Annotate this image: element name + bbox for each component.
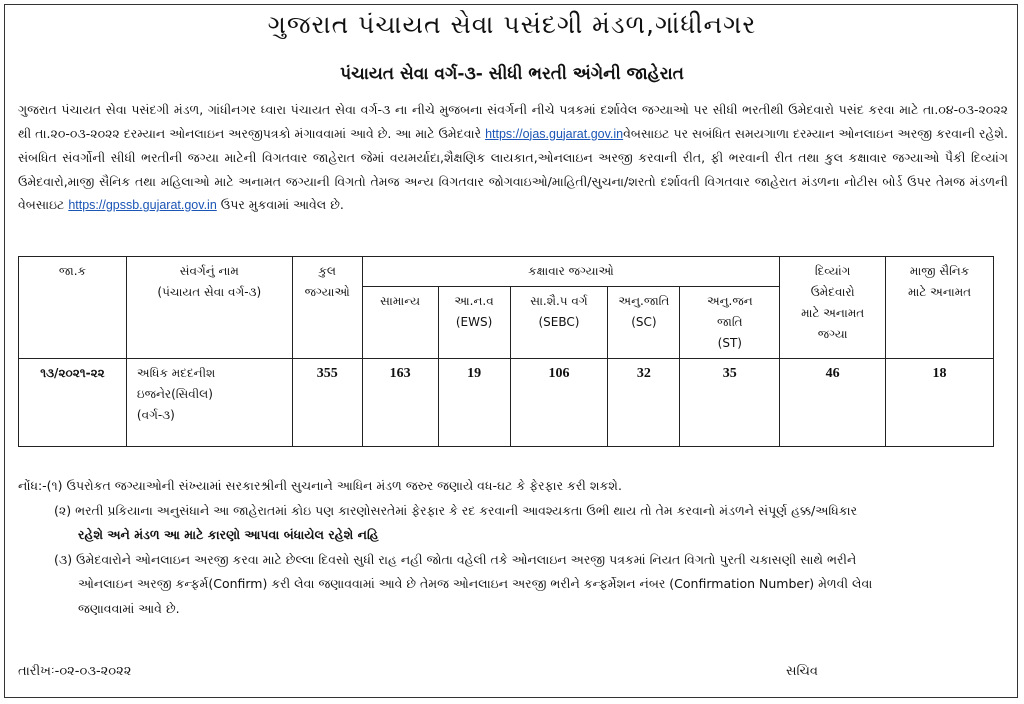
issue-date: તારીખઃ-૦૨-૦૩-૨૦૨૨ [18,664,132,679]
cell-sc: 32 [608,359,680,447]
vacancy-table [18,256,994,447]
header-cadre: સંવર્ગનું નામ (પંચાયત સેવા વર્ગ-૩) [126,257,292,359]
cell-cadre: અધિક મદદનીશ ઇજનેર(સિવીલ) (વર્ગ-૩) [126,359,292,447]
table-header-row [19,257,994,287]
cell-st: 35 [680,359,780,447]
header-ex-serviceman: માજી સૈનિક માટે અનામત [886,257,994,359]
cell-sebc: 106 [510,359,608,447]
signatory: સચિવ [786,664,818,679]
header-ews: આ.ન.વ (EWS) [438,287,510,359]
cell-ex-serviceman: 18 [886,359,994,447]
note-3-continued: ઓનલાઇન અરજી કન્ફર્મ(Confirm) કરી લેવા જણાવવામાં આવે છે તેમજ ઓનલાઇન અરજી ભરીને કન્ફર્મેશન નંબર (Confirmation Number) મેળવી લેવા [78,576,873,591]
header-st: અનુ.જન જાતિ (ST) [680,287,780,359]
page-title: ગુજરાત પંચાયત સેવા પસંદગી મંડળ,ગાંધીનગર [267,10,757,39]
cell-ews: 19 [438,359,510,447]
table-row [19,359,994,447]
header-disabled: દિવ્યાંગ ઉમેદવારો માટે અનામત જગ્યા [780,257,886,359]
header-general: સામાન્ય [362,287,438,359]
note-2-continued: રહેશે અને મંડળ આ માટે કારણો આપવા બંધાયેલ રહેશે નહિ [78,527,379,542]
note-3: (૩) ઉમેદવારોને ઓનલાઇન અરજી કરવા માટે છેલ્લા દિવસો સુધી રાહ નહી જોતા વહેલી તકે ઓનલાઇન અરજી પત્રકમાં નિયત વિગતો પુરતી ચકાસણી સાથે ભરીને [54,551,857,567]
note-2: (૨) ભરતી પ્રકિયાના અનુસંધાને આ જાહેરાતમાં કોઇ પણ કારણોસરતેમાં ફેરફાર કે રદ કરવાની આવશ્યકતા ઉભી થાય તો તેમ કરવાનો મંડળને સંપૂર્ણ હક્ક/અધિકાર [54,502,858,518]
header-sebc: સા.શૈ.પ વર્ગ (SEBC) [510,287,608,359]
cell-serial: ૧૩/૨૦૨૧-૨૨ [19,359,127,447]
intro-text-3: ઉપર મુકવામાં આવેલ છે. [216,197,344,212]
intro-paragraph [18,98,1008,218]
intro-text-2: વેબસાઇટ પર સબંધિત સમયગાળા દરમ્યાન ઓનલાઇન અરજી કરવાની રહેશે. સંબધિત સંવર્ગોની સીધી ભરતીની જગ્યા માટેની વિગતવાર જાહેરાત જેમાં વયમર્યાદા,શૈક્ષણિક લાયકાત,ઓનલાઇન અરજી કરવાની રીત, ફી ભરવાની રીત તથા કુલ કક્ષાવાર જગ્યાઓ પૈકી દિવ્યાંગ ઉમેદવારો,માજી સૈનિક તથા મહિલાઓ માટે અનામત જગ્યાની વિગતો તેમજ અન્ય વિગતવાર જોગવાઇઓ/માહિતી/સુચના/શરતો દર્શાવતી વિગતવાર જાહેરાત મંડળના નોટીસ બોર્ડ ઉપર તેમજ મંડળની વેબસાઇટ [18,125,1009,212]
header-total: કુલ જગ્યાઓ [292,257,362,359]
intro-text-1: ગુજરાત પંચાયત સેવા પસંદગી મંડળ, ગાંધીનગર ધ્વારા પંચાયત સેવા વર્ગ-૩ ના નીચે મુજબના સંવર્ગની નીચે પત્રકમાં દર્શાવેલ જગ્યાઓ પર સીધી ભરતીથી ઉમેદવારો પસંદ કરવા માટે તા.૦૪-૦૩-૨૦૨૨ થી તા.૨૦-૦૩-૨૦૨૨ દરમ્યાન ઓનલાઇન અરજીપત્રકો મંગાવવામાં આવે છે. આ માટે ઉમેદવારે [18,102,1008,141]
cell-disabled: 46 [780,359,886,447]
notes-section [18,474,1008,621]
header-category: કક્ષાવાર જગ્યાઓ [362,257,780,287]
note-3-end: જણાવવામાં આવે છે. [78,600,180,616]
cell-total: 355 [292,359,362,447]
page-subtitle: પંચાયત સેવા વર્ગ-૩- સીધી ભરતી અંગેની જાહેરાત [340,64,684,84]
header-sc: અનુ.જાતિ (SC) [608,287,680,359]
ojas-link[interactable]: https://ojas.gujarat.gov.in [485,126,624,141]
cell-general: 163 [362,359,438,447]
gpssb-link[interactable]: https://gpssb.gujarat.gov.in [68,198,217,212]
header-serial: જા.ક [19,257,127,359]
note-1: નોંધ:-(૧) ઉપરોકત જગ્યાઓની સંખ્યામાં સરકારશ્રીની સુચનાને આધિન મંડળ જરુર જણાયે વધ-ઘટ કે ફેરફાર કરી શકશે. [18,478,622,493]
